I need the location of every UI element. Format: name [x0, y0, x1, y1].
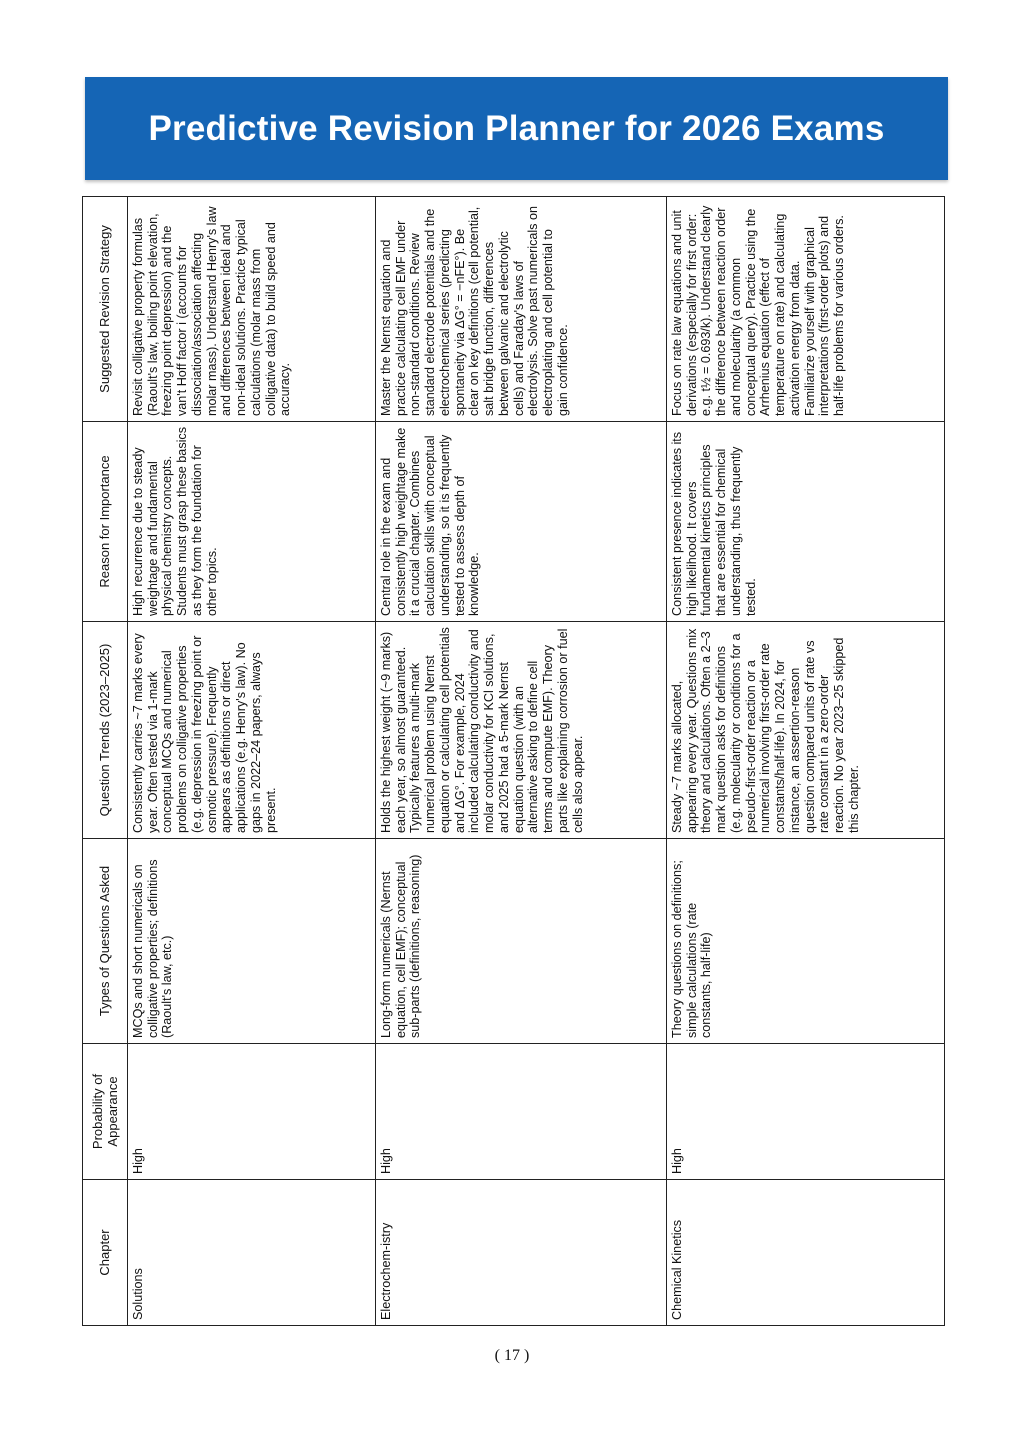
- header-chapter: Chapter: [83, 1180, 128, 1326]
- table-row: [376, 197, 667, 1326]
- header-types: Types of Questions Asked: [83, 839, 128, 1044]
- page-number: ( 17 ): [494, 1347, 530, 1364]
- cell-types: Theory questions on definitions; simple calculations (rate constants, half-life): [667, 839, 945, 1044]
- cell-probability: High: [667, 1044, 945, 1180]
- table-row: [128, 197, 376, 1326]
- cell-probability: High: [128, 1044, 376, 1180]
- cell-chapter: Solutions: [128, 1180, 376, 1326]
- cell-strategy: Master the Nernst equation and practice calculating cell EMF under non-standard conditions. Review standard electrode potentials and the electrochemical series (predicting spontaneity via ΔG° = −nFE°). Be clear on key definitions (cell potential, salt bridge function, differences between galvanic and electrolytic cells) and Faraday's laws of electrolysis. Solve past numericals on electroplating and cell potential to gain confidence.: [376, 197, 667, 422]
- table-row: [667, 197, 945, 1326]
- cell-reason: Consistent presence indicates its high likelihood. It covers fundamental kinetics principles that are essential for chemical understanding, thus frequently tested.: [667, 422, 945, 622]
- header-strategy: Suggested Revision Strategy: [83, 197, 128, 422]
- cell-strategy: Focus on rate law equations and unit derivations (especially for first order: e.g. t½ = 0.693/k). Understand clearly the difference between reaction order and molecularity (a common conceptual query). Practice using the Arrhenius equation (effect of temperature on rate) and calculating activation energy from data. Familiarize yourself with graphical interpretations (first-order plots) and half-life problems for various orders.: [667, 197, 945, 422]
- title-banner: [85, 77, 948, 180]
- rotated-table-container: [82, 197, 941, 1326]
- cell-types: MCQs and short numericals on colligative properties; definitions (Raoult's law, etc.): [128, 839, 376, 1044]
- cell-chapter: Chemical Kinetics: [667, 1180, 945, 1326]
- cell-reason: Central role in the exam and consistently high weightage make it a crucial chapter. Combines calculation skills with conceptual understanding, so it is frequently tested to assess depth of knowledge.: [376, 422, 667, 622]
- cell-types: Long-form numericals (Nernst equation, cell EMF); conceptual sub-parts (definitions, reasoning): [376, 839, 667, 1044]
- cell-trends: Holds the highest weight (~9 marks) each year, so almost guaranteed. Typically features a multi-mark numerical problem using Nernst equation or calculating cell potentials and ΔG°. For example, 2024 included calculating conductivity and molar conductivity for KCl solutions, and 2025 had a 5-mark Nernst equation question (with an alternative asking to define cell terms and compute EMF). Theory parts like explaining corrosion or fuel cells also appear.: [376, 622, 667, 839]
- table-header-row: [83, 197, 128, 1326]
- header-probability: Probability of Appearance: [83, 1044, 128, 1180]
- cell-probability: High: [376, 1044, 667, 1180]
- page-title: Predictive Revision Planner for 2026 Exams: [148, 108, 885, 148]
- cell-trends: Consistently carries ~7 marks every year. Often tested via 1-mark conceptual MCQs and numerical problems on colligative properties (e.g. depression in freezing point or osmotic pressure). Frequently appears as definitions or direct applications (e.g. Henry's law). No gaps in 2022–24 papers, always present.: [128, 622, 376, 839]
- header-reason: Reason for Importance: [83, 422, 128, 622]
- cell-chapter: Electrochem-istry: [376, 1180, 667, 1326]
- header-trends: Question Trends (2023–2025): [83, 622, 128, 839]
- cell-trends: Steady ~7 marks allocated, appearing every year. Questions mix theory and calculations. Often a 2–3 mark question asks for definitions (e.g. molecularity or conditions for a pseudo-first-order reaction or a numerical involving first-order rate constants/half-life). In 2024, for instance, an assertion-reason question compared units of rate vs rate constant in a zero-order reaction. No year 2023–25 skipped this chapter.: [667, 622, 945, 839]
- revision-planner-table: [82, 196, 945, 1326]
- cell-strategy: Revisit colligative property formulas (Raoult's law, boiling point elevation, freezing point depression) and the van't Hoff factor i (accounts for dissociation/association affecting molar mass). Understand Henry's law and differences between ideal and non-ideal solutions. Practice typical calculations (molar mass from colligative data) to build speed and accuracy.: [128, 197, 376, 422]
- cell-reason: High recurrence due to steady weightage and fundamental physical chemistry concepts. Students must grasp these basics as they form the foundation for other topics.: [128, 422, 376, 622]
- revision-table-region: [82, 197, 941, 1326]
